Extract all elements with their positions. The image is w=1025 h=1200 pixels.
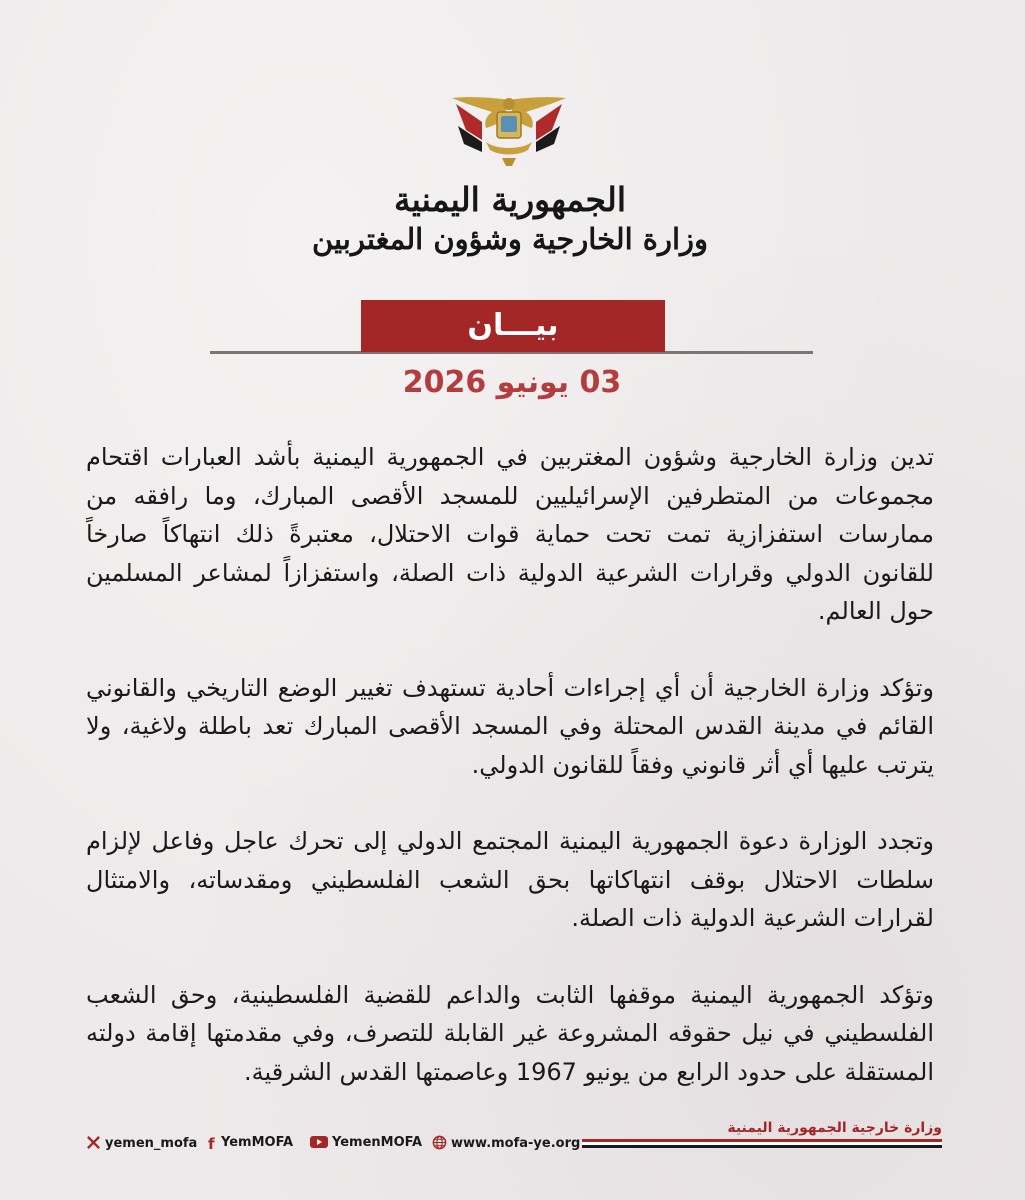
facebook-handle: YemMOFA	[221, 1135, 294, 1150]
statement-body	[86, 438, 934, 1091]
statement-paragraph: تدين وزارة الخارجية وشؤون المغتربين في الجمهورية اليمنية بأشد العبارات اقتحام مجموعات من المتطرفين الإسرائيليين للمسجد الأقصى المبارك، وما رافقه من ممارسات استفزازية تمت تحت حماية قوات الاحتلال، معتبرةً ذلك انتهاكاً صارخاً للقانون الدولي وقرارات الشرعية الدولية ذات الصلة، واستفزازاً لمشاعر المسلمين حول العالم.	[86, 443, 934, 625]
website-url: www.mofa-ye.org	[451, 1136, 581, 1151]
yemen-eagle-emblem	[446, 92, 572, 172]
x-link[interactable]	[86, 1135, 197, 1151]
statement-title: بيـــان	[361, 300, 665, 352]
republic-name: الجمهورية اليمنية	[393, 180, 627, 219]
x-icon	[86, 1135, 101, 1150]
facebook-icon: f	[208, 1135, 215, 1153]
statement-paragraph: وتؤكد وزارة الخارجية أن أي إجراءات أحادية تستهدف تغيير الوضع التاريخي والقانوني القائم في مدينة القدس المحتلة وفي المسجد الأقصى المبارك تعد باطلة ولاغية، ولا يترتب عليها أي أثر قانوني وفقاً للقانون الدولي.	[86, 673, 934, 779]
statement-paragraph: وتؤكد الجمهورية اليمنية موقفها الثابت والداعم للقضية الفلسطينية، وحق الشعب الفلسطيني في نيل حقوقه المشروعة غير القابلة للتصرف، وفي مقدمتها إقامة دولته المستقلة على حدود الرابع من يونيو 1967 وعاصمتها القدس الشرقية.	[86, 980, 934, 1086]
x-handle: yemen_mofa	[105, 1136, 198, 1151]
facebook-link[interactable]	[208, 1135, 294, 1153]
flag-stripe-black	[582, 1145, 942, 1148]
footer-ministry-label: وزارة خارجية الجمهورية اليمنية	[727, 1120, 942, 1136]
youtube-link[interactable]	[310, 1135, 422, 1150]
flag-stripes	[582, 1139, 942, 1149]
website-link[interactable]	[432, 1135, 580, 1151]
ministry-name: وزارة الخارجية وشؤون المغتربين	[311, 222, 709, 256]
youtube-icon	[310, 1135, 328, 1149]
globe-icon	[432, 1135, 447, 1150]
youtube-handle: YemenMOFA	[332, 1135, 423, 1150]
footer	[80, 1120, 942, 1166]
statement-date: 03 يونيو 2026	[402, 365, 622, 400]
statement-paragraph: وتجدد الوزارة دعوة الجمهورية اليمنية المجتمع الدولي إلى تحرك عاجل وفاعل لإلزام سلطات الاحتلال بوقف انتهاكاتها بحق الشعب الفلسطيني ومقدساته، والامتثال لقرارات الشرعية الدولية ذات الصلة.	[86, 827, 934, 932]
